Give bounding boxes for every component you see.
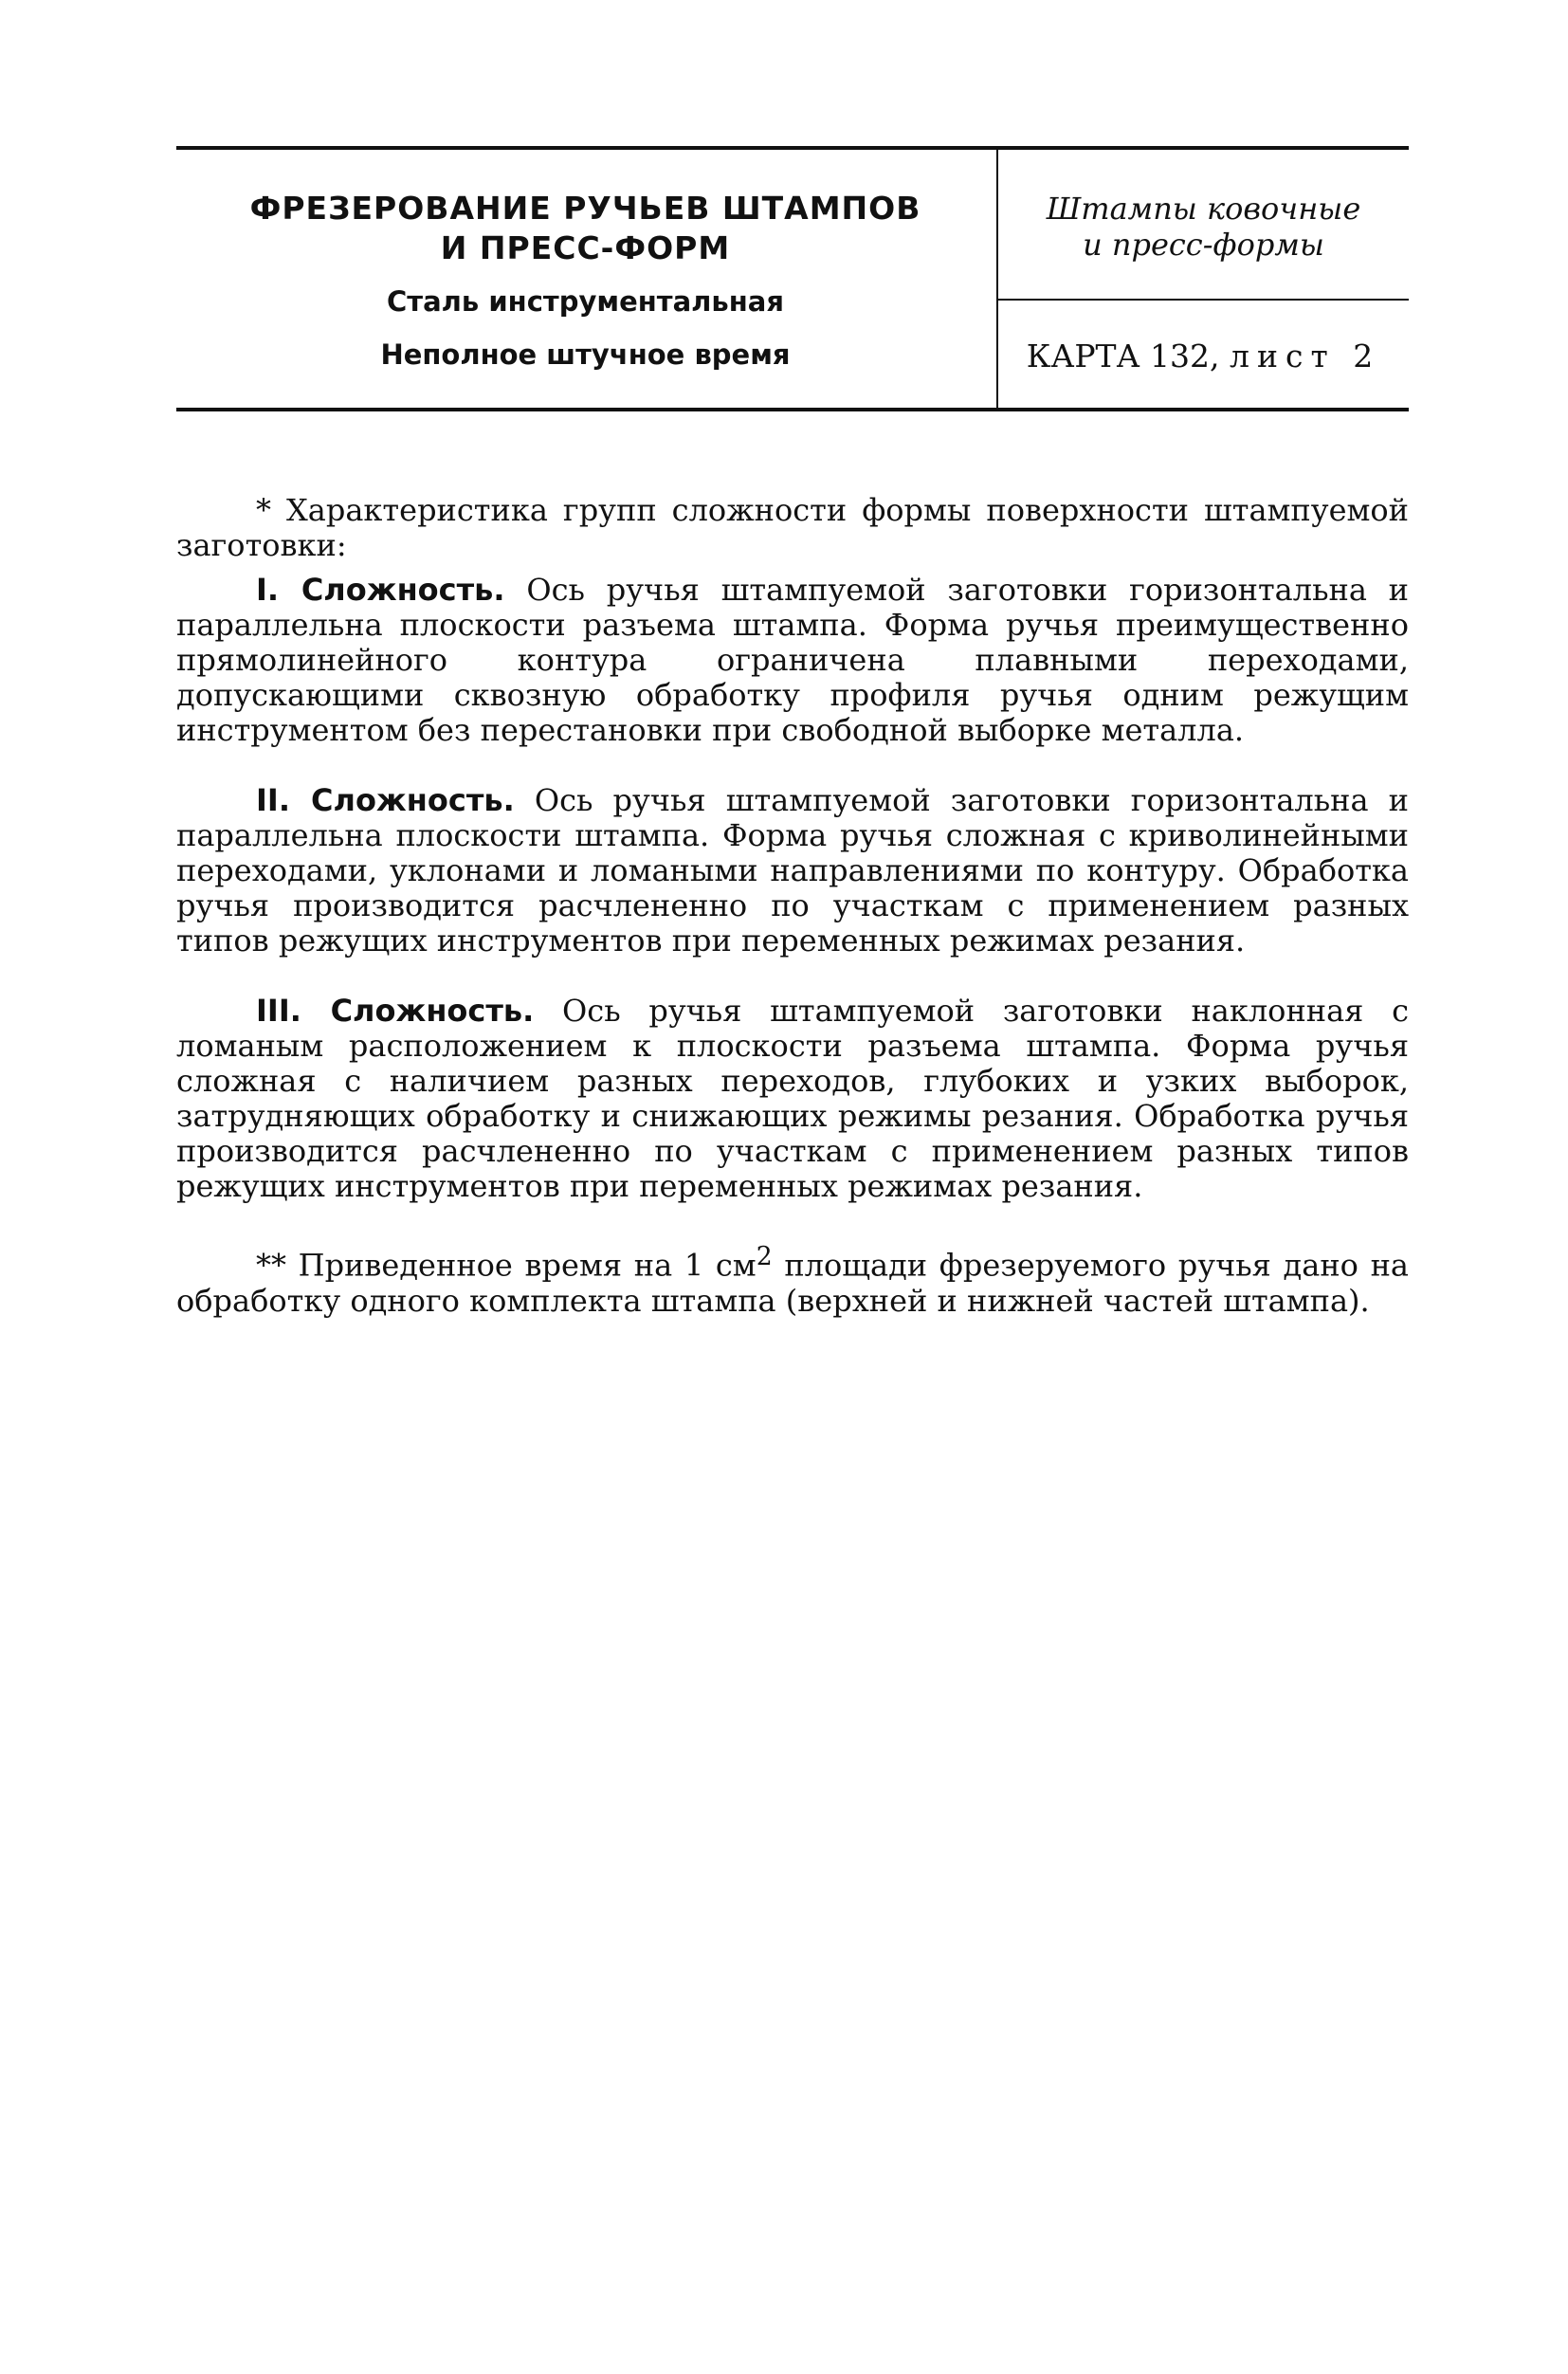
time-subtitle: Неполное штучное время xyxy=(380,338,791,371)
card-label: КАРТА 132, xyxy=(1026,338,1220,374)
complexity-group-1 xyxy=(176,573,1409,748)
doc-title-line2: И ПРЕСС-ФОРМ xyxy=(440,229,731,266)
header-bottom-rule xyxy=(176,408,1409,411)
doc-title-line1: ФРЕЗЕРОВАНИЕ РУЧЬЕВ ШТАМПОВ xyxy=(249,190,921,227)
group-3-text: Ось ручья штампуемой заготовки наклонная с ломаным расположением к плоскости разъема штампа. Форма ручья сложная с наличием разных переходов, глубоких и узких выборок, затрудняющих обработку и снижающих режимы резания. Обработка ручья производится расчлененно по участкам с применением разных типов режущих инструментов при переменных режимах резания. xyxy=(176,993,1409,1204)
footnote-superscript: 2 xyxy=(756,1242,773,1271)
footnote-time xyxy=(176,1239,1409,1319)
notes-intro: * Характеристика групп сложности формы поверхности штампуемой заготовки: xyxy=(176,492,1409,563)
category-line1: Штампы ковочные xyxy=(1046,191,1361,227)
group-1-label: I. Сложность. xyxy=(256,572,505,608)
group-2-label: II. Сложность. xyxy=(256,782,515,818)
header-top-rule xyxy=(176,146,1409,150)
card-number xyxy=(998,336,1409,377)
sheet-label: лист 2 xyxy=(1230,338,1381,374)
category-line2: и пресс-формы xyxy=(1083,227,1324,263)
notes-body xyxy=(176,493,1409,1319)
group-1-text: Ось ручья штампуемой заготовки горизонтальна и параллельна плоскости разъема штампа. Форма ручья преимущественно прямолинейного контура ограничена плавными переходами, допускающими сквозную обработку профиля ручья одним режущим инструментом без перестановки при свободной выборке металла. xyxy=(176,572,1410,748)
group-2-text: Ось ручья штампуемой заготовки горизонтальна и параллельна плоскости штампа. Форма ручья сложная с криволинейными переходами, уклонами и ломаными направлениями по контуру. Обработка ручья производится расчлененно по участкам с применением разных типов режущих инструментов при переменных режимах резания. xyxy=(176,782,1410,959)
footnote-text-start: ** Приведенное время на 1 см xyxy=(256,1247,757,1284)
group-3-label: III. Сложность. xyxy=(256,993,535,1029)
footnote-text-end: площади фрезеруемого ручья дано на обработку одного комплекта штампа (верхней и нижней частей штампа). xyxy=(176,1247,1410,1319)
header-right-divider xyxy=(998,299,1409,301)
complexity-group-2 xyxy=(176,783,1409,959)
material-subtitle: Сталь инструментальная xyxy=(387,285,784,318)
complexity-group-3 xyxy=(176,994,1409,1204)
